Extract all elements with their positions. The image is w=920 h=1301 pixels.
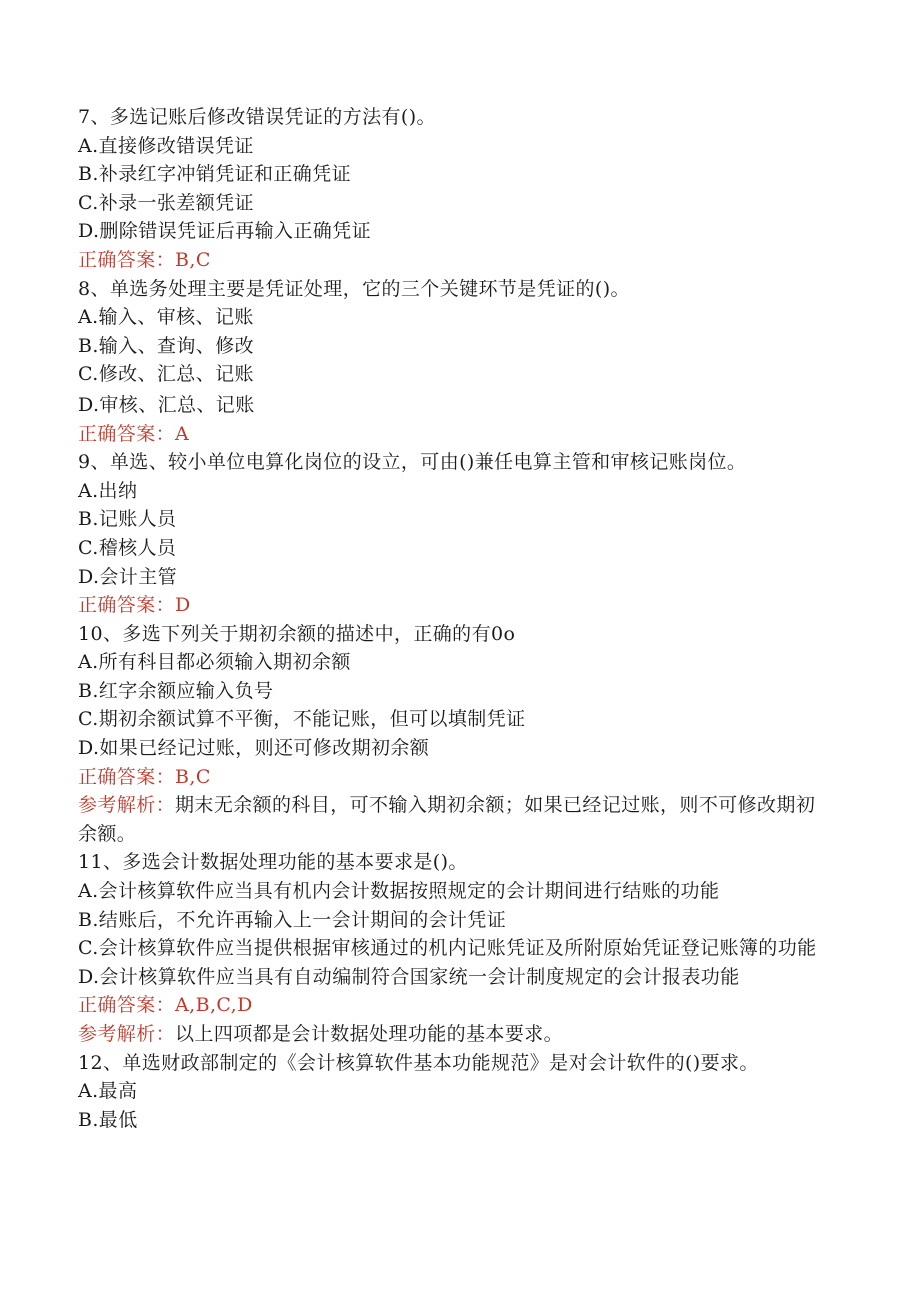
analysis-line — [78, 791, 818, 848]
option-d: D.如果已经记过账，则还可修改期初余额 — [78, 737, 430, 760]
option-a: A.直接修改错误凭证 — [78, 134, 254, 157]
question-stem: 8、单选务处理主要是凭证处理，它的三个关键环节是凭证的()。 — [78, 277, 630, 300]
question-stem: 11、多选会计数据处理功能的基本要求是()。 — [78, 851, 468, 874]
question-8 — [78, 275, 818, 449]
option-d: D.会计核算软件应当具有自动编制符合国家统一会计制度规定的会计报表功能 — [78, 965, 740, 988]
analysis-label: 参考解析： — [78, 794, 176, 817]
answer-line — [78, 591, 818, 620]
option-b: B.输入、查询、修改 — [78, 334, 255, 357]
analysis-text: 期末无余额的科目，可不输入期初余额；如果已经记过账，则不可修改期初余额。 — [78, 794, 816, 845]
option-a: A.最高 — [78, 1080, 138, 1103]
answer-line — [78, 246, 818, 275]
question-stem: 12、单选财政部制定的《会计核算软件基本功能规范》是对会计软件的()要求。 — [78, 1051, 759, 1074]
option-c: C.修改、汇总、记账 — [78, 363, 254, 386]
option-c: C.期初余额试算不平衡，不能记账，但可以填制凭证 — [78, 708, 526, 731]
option-b: B.结账后，不允许再输入上一会计期间的会计凭证 — [78, 908, 507, 931]
question-7 — [78, 103, 818, 275]
option-b: B.记账人员 — [78, 508, 177, 531]
answer-label: 正确答案： — [78, 994, 176, 1017]
answer-label: 正确答案： — [78, 422, 176, 445]
option-c: C.补录一张差额凭证 — [78, 191, 254, 214]
question-9 — [78, 448, 818, 620]
answer-value: B,C — [175, 765, 211, 788]
option-a: A.输入、审核、记账 — [78, 306, 254, 329]
analysis-text: 以上四项都是会计数据处理功能的基本要求。 — [175, 1023, 564, 1045]
answer-line — [78, 763, 818, 792]
option-a: A.会计核算软件应当具有机内会计数据按照规定的会计期间进行结账的功能 — [78, 880, 720, 903]
answer-label: 正确答案： — [78, 248, 176, 271]
option-d: D.会计主管 — [78, 565, 177, 588]
analysis-line — [78, 1020, 818, 1049]
answer-value: D — [175, 594, 191, 617]
question-10 — [78, 620, 818, 849]
option-c: C.会计核算软件应当提供根据审核通过的机内记账凭证及所附原始凭证登记账簿的功能 — [78, 937, 817, 960]
answer-label: 正确答案： — [78, 765, 176, 788]
answer-value: B,C — [175, 248, 211, 271]
question-stem: 9、单选、较小单位电算化岗位的设立，可由()兼任电算主管和审核记账岗位。 — [78, 451, 747, 474]
question-12 — [78, 1049, 818, 1135]
question-stem: 10、多选下列关于期初余额的描述中，正确的有0o — [78, 622, 516, 645]
answer-line — [78, 420, 818, 449]
option-b: B.红字余额应输入负号 — [78, 679, 274, 702]
option-d: D.审核、汇总、记账 — [78, 393, 255, 416]
question-11 — [78, 848, 818, 1048]
option-b: B.最低 — [78, 1108, 138, 1131]
option-c: C.稽核人员 — [78, 536, 177, 559]
option-d: D.删除错误凭证后再输入正确凭证 — [78, 220, 371, 243]
answer-value: A — [175, 422, 190, 445]
analysis-label: 参考解析： — [78, 1023, 176, 1045]
answer-value: A,B,C,D — [175, 994, 253, 1017]
document-page — [78, 103, 818, 1134]
option-b: B.补录红字冲销凭证和正确凭证 — [78, 163, 352, 186]
answer-line — [78, 991, 818, 1020]
answer-label: 正确答案： — [78, 594, 176, 617]
option-a: A.出纳 — [78, 479, 138, 502]
question-stem: 7、多选记账后修改错误凭证的方法有()。 — [78, 106, 436, 128]
option-a: A.所有科目都必须输入期初余额 — [78, 651, 351, 674]
